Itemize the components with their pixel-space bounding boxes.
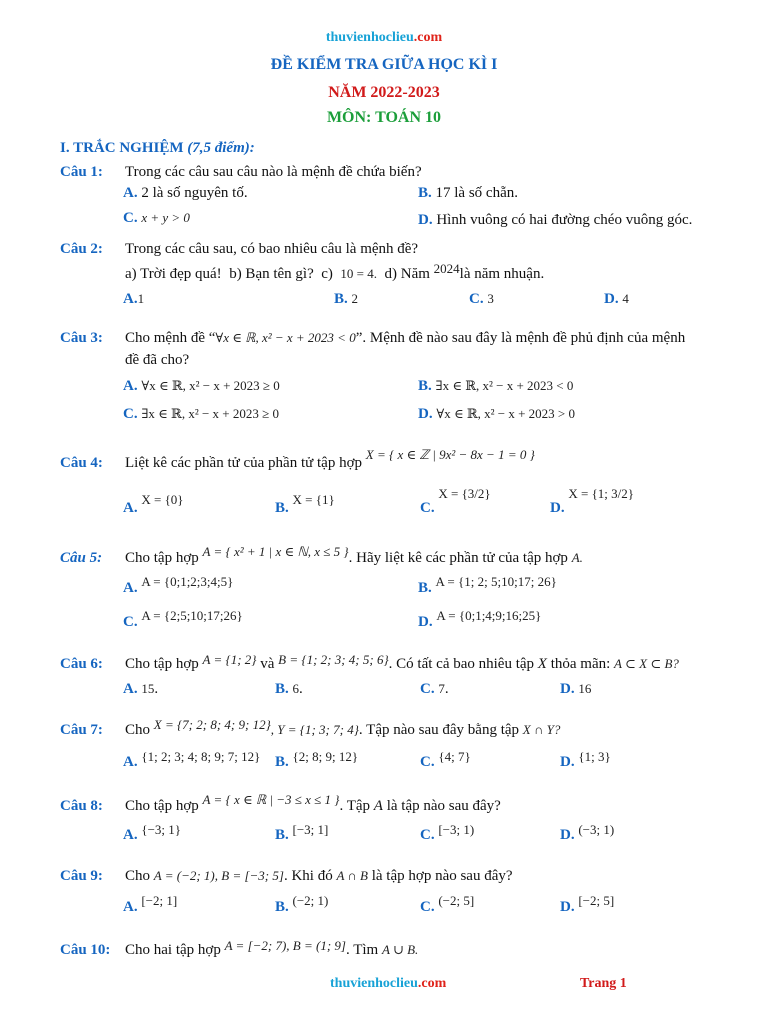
option-text: 1 [137,291,145,306]
option-c[interactable] [420,822,475,844]
brand-domain: .com [417,976,447,991]
site-brand [0,30,768,46]
question-label: Câu 9: [60,868,103,884]
option-d[interactable] [418,608,542,631]
math-expression: , Y = {1; 3; 7; 4} [270,722,359,737]
option-c[interactable] [420,749,471,771]
option-text: 15 [141,681,155,696]
option-letter: D. [550,500,565,516]
option-text: {4; 7} [438,749,471,764]
exam-title: ĐỀ KIỂM TRA GIỮA HỌC KÌ I [270,56,498,73]
question-text [125,330,685,347]
option-letter: D. [560,827,575,843]
option-text: Hình vuông có hai đường chéo vuông góc. [436,212,693,228]
option-d[interactable] [550,486,635,517]
exam-subject: MÔN: TOÁN 10 [326,109,442,126]
brand-name: thuvienhoclieu [330,976,418,991]
question-text [125,447,535,472]
math-expression: X ∩ Y? [522,722,561,737]
question-label: Câu 5: [60,550,103,566]
brand-name: thuvienhoclieu [325,30,414,45]
text-segment: Cho mệnh đề “ [125,330,216,346]
text-segment: và [260,656,275,672]
option-text: 2 [351,291,359,306]
option-letter: C. [420,827,435,843]
option-a[interactable] [123,291,144,308]
math-expression: B = {1; 2; 3; 4; 5; 6} [278,652,389,667]
option-text: (−2; 1) [292,893,329,908]
math-expression: A = {1; 2} [202,652,257,667]
math-expression: A ∪ B. [381,942,419,957]
text-segment: Cho [125,722,151,738]
statement-a: a) Trời đẹp quá! [125,266,222,282]
option-text: [−2; 1] [141,893,178,908]
section-heading [60,140,255,157]
text-segment: . Tìm [346,942,379,958]
option-letter: D. [560,899,575,915]
option-letter: C. [123,614,138,630]
option-b[interactable] [334,291,358,308]
option-letter: D. [604,291,619,307]
option-letter: C. [123,406,138,422]
statement-d-tail: là năm nhuận. [459,266,545,282]
var-name: A [373,798,383,814]
text-segment: là tập hợp nào sau đây? [371,868,513,884]
option-letter: A. [123,754,138,770]
question-text: Trong các câu sau câu nào là mệnh đề chứa biến? [125,164,422,180]
option-d[interactable] [560,681,591,698]
option-text: ∃x ∈ ℝ, x² − x + 2023 ≥ 0 [141,406,280,421]
option-letter: C. [420,754,435,770]
option-text: 16 [578,681,592,696]
math-expression: X = {7; 2; 8; 4; 9; 12} [153,717,271,732]
question-text [125,652,679,673]
option-letter: B. [275,827,289,843]
math-expression: X = { x ∈ ℤ | 9x² − 8x − 1 = 0 } [365,447,535,462]
option-text: 7 [438,681,445,696]
page-number: Trang 1 [580,976,627,991]
brand-domain: .com [413,30,443,45]
text-segment: Cho [125,868,151,884]
option-text: A = {0;1;4;9;16;25} [436,608,542,623]
math-expression: A = { x² + 1 | x ∈ ℕ, x ≤ 5 } [202,544,349,559]
question-text [125,717,561,739]
option-letter: B. [275,681,289,697]
option-a[interactable] [123,822,182,844]
statement-c-expr: 10 = 4. [340,266,377,281]
question-label: Câu 8: [60,798,103,814]
math-expression: A = [−2; 7), B = (1; 9] [224,938,346,953]
option-letter: B. [275,754,289,770]
option-letter: B. [275,899,289,915]
text-segment: . Hãy liệt kê các phần tử của tập hợp [348,550,568,566]
option-letter: A. [123,185,138,201]
option-text: 2 là số nguyên tố. [141,185,248,201]
option-text: [−2; 5] [578,893,615,908]
option-c[interactable]: C. 7. [420,681,449,697]
option-text: ∀x ∈ ℝ, x² − x + 2023 ≥ 0 [141,378,280,393]
option-a[interactable] [123,185,248,202]
option-b[interactable] [275,893,329,916]
option-text: [−3; 1] [292,822,329,837]
math-expression: A = (−2; 1), B = [−3; 5] [153,868,284,883]
text-segment: . Có tất cả bao nhiêu tập [388,656,535,672]
question-label: Câu 2: [60,241,103,257]
option-c[interactable] [123,406,279,423]
option-text: X = {0} [141,492,184,507]
option-text: A = {2;5;10;17;26} [141,608,243,623]
option-letter: B. [275,500,289,516]
option-text: ∀x ∈ ℝ, x² − x + 2023 > 0 [436,406,576,421]
option-b[interactable] [275,492,335,517]
var-name: X [537,656,547,672]
option-c[interactable] [420,486,491,517]
question-text [125,544,583,567]
question-statements [125,261,545,283]
option-letter: A. [123,500,138,516]
option-text: {−3; 1} [141,822,182,837]
question-label: Câu 3: [60,330,103,346]
question-label: Câu 7: [60,722,103,738]
text-segment: ”. Mệnh đề nào sau đây là mệnh đề phủ định của mệnh [355,330,686,346]
text-segment: Cho tập hợp [125,798,199,814]
question-text [125,938,419,959]
option-c[interactable] [420,893,475,916]
text-segment: Cho tập hợp [125,656,199,672]
option-text: X = {1} [292,492,335,507]
text-segment: Cho hai tập hợp [125,942,221,958]
option-b[interactable] [418,185,518,202]
option-text: X = {3/2} [438,486,491,501]
option-d[interactable] [418,212,692,229]
option-b[interactable] [275,822,329,844]
option-c[interactable] [123,608,243,631]
math-expression: A ⊂ X ⊂ B? [614,656,679,671]
option-text: A = {1; 2; 5;10;17; 26} [435,574,557,589]
option-d[interactable] [560,893,615,916]
option-text: {1; 2; 3; 4; 8; 9; 7; 12} [141,749,261,764]
option-text: A = {0;1;2;3;4;5} [141,574,234,589]
option-letter: A. [123,291,138,307]
option-d[interactable] [604,291,629,308]
option-letter: B. [334,291,348,307]
statement-d: d) Năm [384,266,430,282]
option-text: 6 [292,681,300,696]
math-expression: A ∩ B [336,868,368,883]
option-text: (−3; 1) [578,822,615,837]
option-letter: B. [418,378,432,394]
statement-c: c) [321,266,333,282]
option-letter: C. [420,899,435,915]
option-a[interactable]: A. 15. [123,681,159,697]
question-text-line2: đề đã cho? [125,352,190,368]
math-expression: A = { x ∈ ℝ | −3 ≤ x ≤ 1 } [202,792,340,807]
statement-d-year: 2024 [433,261,460,276]
exam-year: NĂM 2022-2023 [328,84,440,101]
option-letter: C. [420,500,435,516]
option-letter: D. [418,406,433,422]
option-a[interactable] [123,574,234,597]
statement-b: b) Bạn tên gì? [229,266,314,282]
option-letter: D. [560,681,575,697]
question-label: Câu 1: [60,164,103,180]
option-letter: B. [418,185,432,201]
question-text: Trong các câu sau, có bao nhiêu câu là mệnh đề? [125,241,419,257]
text-segment: thỏa mãn: [550,656,611,672]
option-a[interactable] [123,893,178,916]
option-text: 4 [622,291,629,306]
math-expression: ∀x ∈ ℝ, x² − x + 2023 < 0 [215,330,356,345]
option-b[interactable]: B. 6. [275,681,303,697]
option-letter: C. [469,291,484,307]
option-b[interactable] [418,378,573,395]
option-b[interactable] [418,574,557,597]
option-letter: D. [418,212,433,228]
option-d[interactable] [560,749,611,771]
option-c[interactable] [469,291,494,308]
option-text: ∃x ∈ ℝ, x² − x + 2023 < 0 [435,378,574,393]
text-segment: Liệt kê các phần tử của phần tử tập hợp [125,455,363,471]
option-c[interactable] [123,210,190,227]
text-segment: . Tập [339,798,371,814]
option-letter: B. [418,580,432,596]
question-label: Câu 10: [60,942,111,958]
option-text: 17 là số chẵn. [435,185,518,201]
text-segment: Cho tập hợp [125,550,199,566]
option-a[interactable] [123,378,280,395]
option-letter: C. [123,210,138,226]
option-text: {1; 3} [578,749,611,764]
question-label: Câu 4: [60,455,103,471]
question-text [125,792,501,815]
question-label: Câu 6: [60,656,103,672]
option-letter: D. [560,754,575,770]
option-d[interactable] [418,406,575,423]
text-segment: . Khi đó [283,868,333,884]
footer-brand [330,976,446,992]
question-text [125,868,513,885]
option-d[interactable] [560,822,615,844]
option-letter: A. [123,681,138,697]
option-text: 3 [487,291,494,306]
option-b[interactable] [275,749,359,771]
option-a[interactable] [123,492,184,517]
option-text: X = {1; 3/2} [568,486,635,501]
option-letter: A. [123,580,138,596]
option-text: (−2; 5] [438,893,475,908]
option-letter: A. [123,378,138,394]
option-text: [−3; 1) [438,822,475,837]
option-text: x + y > 0 [141,210,190,225]
text-segment: . Tập nào sau đây bằng tập [358,722,520,738]
option-letter: C. [420,681,435,697]
option-a[interactable] [123,749,261,771]
set-name: A. [571,550,583,565]
option-letter: D. [418,614,433,630]
option-text: {2; 8; 9; 12} [292,749,359,764]
option-letter: A. [123,899,138,915]
option-letter: A. [123,827,138,843]
section-points: (7,5 điểm): [187,140,255,156]
section-label: I. TRẮC NGHIỆM [60,140,184,156]
text-segment: là tập nào sau đây? [386,798,501,814]
